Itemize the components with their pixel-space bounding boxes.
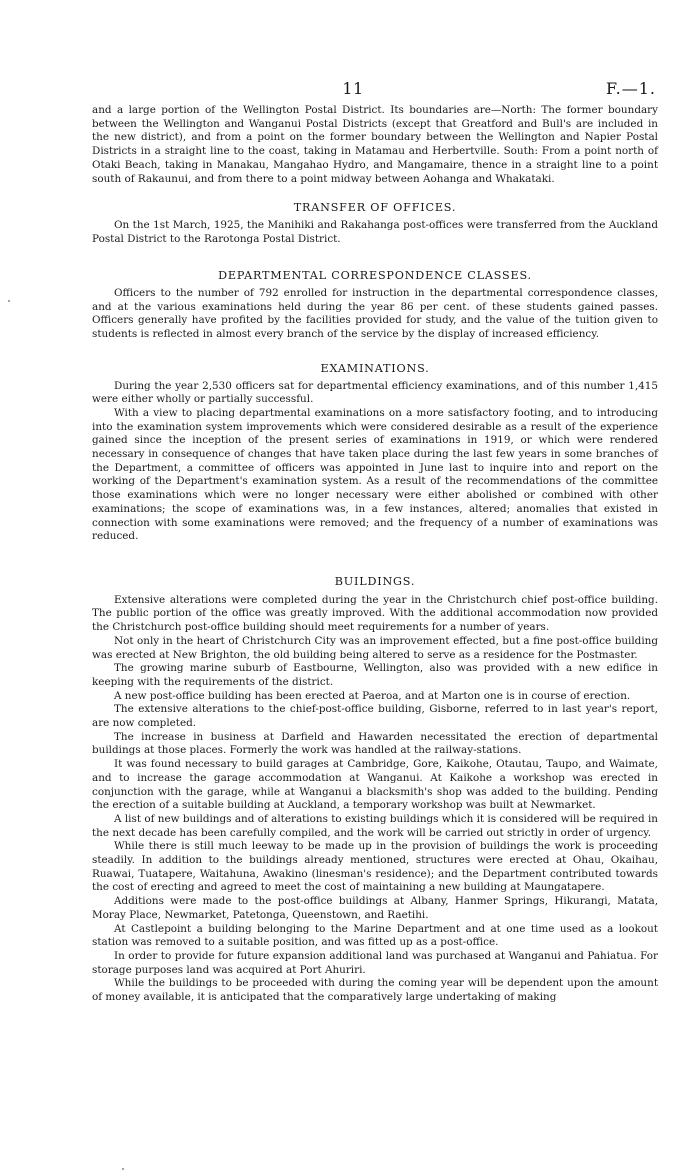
scan-speck (8, 300, 10, 302)
paragraph: It was found necessary to build garages at Cambridge, Gore, Kaikohe, Otautau, Taupo, and Waimate, and to increase the garage accommodation at Wanganui. At Kaikohe a workshop was erected in conjunction with the garage, while at Wanganui a blacksmith's shop was added to the building. Pending the erection of a suitable building at Auckland, a temporary workshop was built at Newmarket. (92, 758, 658, 812)
document-body (92, 104, 658, 1005)
paragraph: Extensive alterations were completed during the year in the Christchurch chief post-office building. The public portion of the office was greatly improved. With the additional accommodation now provided the Christchurch post-office building should meet requirements for a number of years. (92, 593, 658, 634)
scan-speck (122, 1168, 124, 1170)
paragraph: During the year 2,530 officers sat for departmental efficiency examinations, and of this number 1,415 were either wholly or partially successful. (92, 379, 658, 406)
paragraph: A new post-office building has been erected at Paeroa, and at Marton one is in course of erection. (114, 689, 631, 702)
paragraph: On the 1st March, 1925, the Manihiki and Rakahanga post-offices were transferred from the Auckland Postal District to the Rarotonga Postal District. (92, 218, 658, 245)
heading-examinations: EXAMINATIONS. (320, 361, 430, 375)
paragraph: While there is still much leeway to be made up in the provision of buildings the work is proceeding steadily. In addition to the buildings already mentioned, structures were erected at Ohau, Okaihau, Ruawai, Tuatapere, Waitahuna, Awakino (linesman's residence); and the Department contributed towards the cost of erecting and agreed to meet the cost of maintaining a new building at Maungatapere. (92, 840, 658, 894)
page-number: 11 (342, 79, 364, 98)
paragraph: Officers to the number of 792 enrolled for instruction in the departmental correspondence classes, and at the various examinations held during the year 86 per cent. of these students gained passes. Officers generally have profited by the facilities provided for study, and the value of the tuition given to students is reflected in almost every branch of the service by the display of increased efficiency. (92, 287, 658, 341)
paragraph-continued: and a large portion of the Wellington Postal District. Its boundaries are—North: The former boundary between the Wellington and Wanganui Postal Districts (except that Greatford and Bull's are included in the new district), and from a point on the former boundary between the Wellington and Napier Postal Districts in a straight line to the coast, taking in Matamau and Herbertville. South: From a point north of Otaki Beach, taking in Manakau, Mangahao Hydro, and Mangamaire, thence in a straight line to a point south of Rakaunui, and from there to a point midway between Aohanga and Whakataki. (92, 104, 658, 185)
paragraph: With a view to placing departmental examinations on a more satisfactory footing, and to introducing into the examination system improvements which were considered desirable as a result of the experience gained since the inception of the present series of examinations in 1919, or which were rendered necessary in consequence of changes that have taken place during the last few years in some branches of the Department, a committee of officers was appointed in June last to inquire into and report on the working of the Department's examination system. As a result of the recommendations of the committee those examinations which were no longer necessary were either abolished or combined with other examinations; the scope of examinations was, in a few instances, altered; anomalies that existed in connection with some examinations were removed; and the frequency of a number of examinations was reduced. (92, 406, 658, 543)
paragraph: The increase in business at Darfield and Hawarden necessitated the erection of departmental buildings at those places. Formerly the work was handled at the railway-stations. (92, 730, 658, 757)
heading-transfer-of-offices: TRANSFER OF OFFICES. (293, 201, 457, 215)
heading-correspondence-classes: DEPARTMENTAL CORRESPONDENCE CLASSES. (218, 269, 532, 283)
paragraph: The extensive alterations to the chief-post-office building, Gisborne, referred to in last year's report, are now completed. (92, 703, 658, 730)
paragraph: While the buildings to be proceeded with during the coming year will be dependent upon the amount of money available, it is anticipated that the comparatively large undertaking of making (92, 977, 658, 1004)
paragraph: At Castlepoint a building belonging to the Marine Department and at one time used as a lookout station was removed to a suitable position, and was fitted up as a post-office. (92, 922, 658, 949)
paragraph: The growing marine suburb of Eastbourne, Wellington, also was provided with a new edifice in keeping with the requirements of the district. (92, 662, 658, 688)
paragraph: Not only in the heart of Christchurch City was an improvement effected, but a fine post-office building was erected at New Brighton, the old building being altered to serve as a residence for the Postmaster. (92, 634, 658, 661)
paragraph: A list of new buildings and of alterations to existing buildings which it is considered will be required in the next decade has been carefully compiled, and the work will be carried out strictly in order of urgency. (92, 812, 658, 839)
heading-buildings: BUILDINGS. (334, 574, 416, 588)
paragraph: In order to provide for future expansion additional land was purchased at Wanganui and Pahiatua. For storage purposes land was acquired at Port Ahuriri. (92, 949, 658, 976)
paragraph: Additions were made to the post-office buildings at Albany, Hanmer Springs, Hikurangi, Matata, Moray Place, Newmarket, Patetonga, Queenstown, and Raetihi. (92, 895, 658, 921)
document-reference: F.—1. (606, 79, 656, 98)
